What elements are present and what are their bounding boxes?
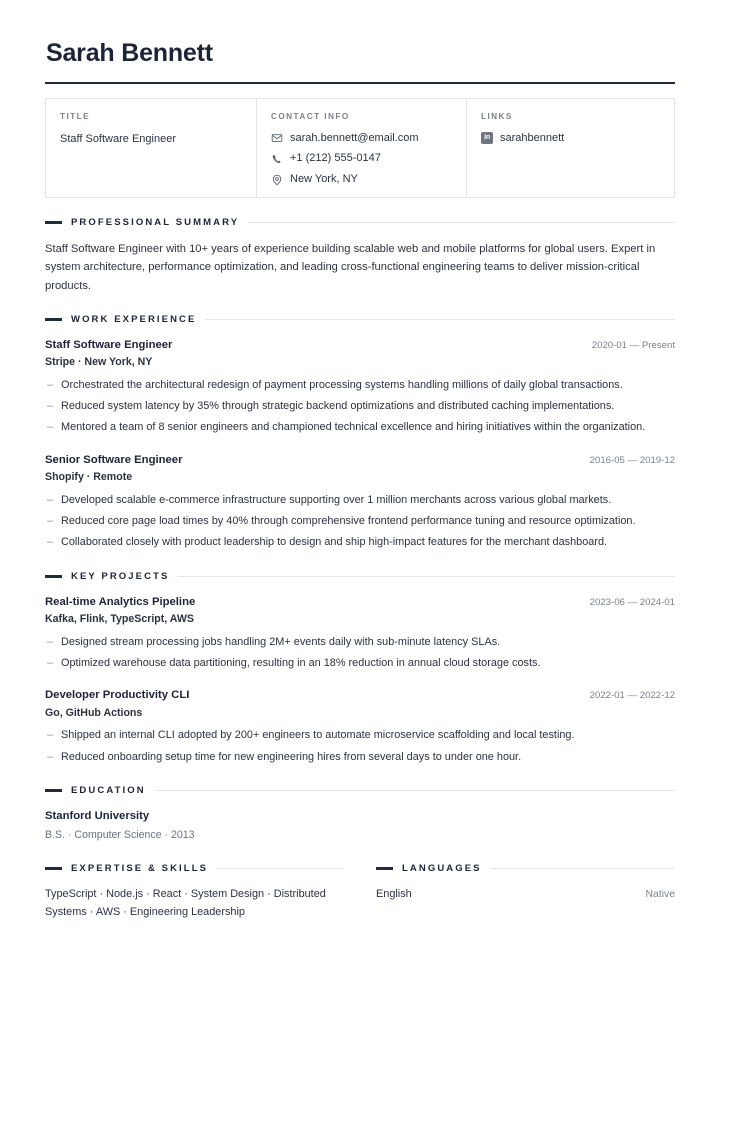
link-linkedin-value: sarahbennett	[500, 131, 565, 144]
education-school: Stanford University	[45, 810, 150, 823]
section-title-summary: PROFESSIONAL SUMMARY	[71, 217, 240, 229]
entry-company: Stripe · New York, NY	[45, 356, 153, 369]
contact-phone-row[interactable]	[271, 151, 452, 166]
info-cell-title	[46, 99, 256, 198]
entry-header	[45, 687, 675, 703]
section-dash-icon	[45, 221, 62, 224]
work-entry	[45, 452, 675, 552]
section-header	[45, 217, 675, 228]
project-entry	[45, 687, 675, 766]
section-dash-icon	[376, 867, 393, 870]
email-icon	[271, 132, 283, 144]
section-dash-icon	[45, 575, 62, 578]
section-rule	[155, 790, 675, 791]
candidate-name: Sarah Bennett	[46, 39, 213, 67]
entry-company: Shopify · Remote	[45, 471, 133, 484]
contact-email-value: sarah.bennett@email.com	[290, 131, 419, 144]
section-header	[376, 863, 675, 874]
language-row	[376, 886, 675, 904]
skills-text: TypeScript · Node.js · React · System Design · Distributed Systems · AWS · Engineering Leadership	[45, 887, 326, 918]
entry-role: Staff Software Engineer	[45, 338, 173, 351]
section-rule	[248, 222, 675, 223]
section-expertise-skills	[45, 863, 344, 922]
contact-location-row	[271, 172, 452, 187]
section-key-projects	[45, 571, 675, 766]
section-dash-icon	[45, 789, 62, 792]
project-bullets	[45, 727, 675, 766]
section-work-experience	[45, 314, 675, 552]
list-item: – Reduced system latency by 35% through strategic backend optimizations and distributed caching implementations.	[45, 398, 675, 415]
project-stack: Kafka, Flink, TypeScript, AWS	[45, 613, 194, 626]
entry-bullets	[45, 377, 675, 437]
project-date: 2022-01 — 2022-12	[589, 690, 675, 702]
info-cell-links	[466, 99, 674, 198]
contact-location-value: New York, NY	[290, 173, 358, 186]
list-item: – Shipped an internal CLI adopted by 200+ engineers to automate microservice scaffolding and local testing.	[45, 727, 675, 744]
entry-header	[45, 452, 675, 468]
info-table	[45, 98, 675, 199]
bottom-columns	[45, 863, 675, 922]
section-header	[45, 785, 675, 796]
phone-icon	[271, 153, 283, 165]
section-rule	[491, 868, 675, 869]
section-title-projects: KEY PROJECTS	[71, 570, 170, 582]
entry-role: Senior Software Engineer	[45, 453, 183, 466]
contact-phone-value: +1 (212) 555-0147	[290, 152, 381, 165]
list-item: – Mentored a team of 8 senior engineers and championed technical excellence and hiring initiatives within the organization.	[45, 419, 675, 436]
project-bullets	[45, 634, 675, 673]
summary-text: Staff Software Engineer with 10+ years of experience building scalable web and mobile platforms for global users. Expert in system architecture, performance optimization, and leading cross-functional engineering teams to deliver mission-critical products.	[45, 243, 656, 292]
section-dash-icon	[45, 318, 62, 321]
section-rule	[178, 576, 675, 577]
project-date: 2023-06 — 2024-01	[589, 596, 675, 608]
title-label: TITLE	[60, 111, 90, 121]
link-linkedin-row[interactable]	[481, 131, 660, 146]
title-value: Staff Software Engineer	[60, 132, 176, 145]
section-education	[45, 785, 675, 844]
section-languages	[376, 863, 675, 922]
header-rule	[45, 82, 675, 84]
list-item: – Reduced onboarding setup time for new engineering hires from several days to under one hour.	[45, 749, 675, 766]
section-header	[45, 571, 675, 582]
list-item: – Collaborated closely with product leadership to design and ship high-impact features for the merchant dashboard.	[45, 534, 675, 551]
linkedin-icon: in	[481, 132, 493, 144]
education-meta: B.S. · Computer Science · 2013	[45, 829, 195, 842]
project-entry	[45, 594, 675, 673]
section-rule	[205, 319, 675, 320]
section-header	[45, 314, 675, 325]
resume-content	[45, 40, 675, 922]
section-header	[45, 863, 344, 874]
entry-bullets	[45, 492, 675, 552]
list-item: – Designed stream processing jobs handling 2M+ events daily with sub-minute latency SLAs.	[45, 634, 675, 651]
entry-date: 2020-01 — Present	[591, 339, 675, 351]
entry-header	[45, 337, 675, 353]
contact-email-row[interactable]	[271, 131, 452, 146]
language-name: English	[376, 887, 412, 900]
section-title-work: WORK EXPERIENCE	[71, 313, 197, 325]
project-name: Developer Productivity CLI	[45, 689, 190, 702]
links-label: LINKS	[481, 111, 513, 121]
contact-label: CONTACT INFO	[271, 111, 350, 121]
section-rule	[217, 868, 344, 869]
language-level: Native	[645, 888, 675, 900]
project-name: Real-time Analytics Pipeline	[45, 595, 196, 608]
entry-header	[45, 594, 675, 610]
section-dash-icon	[45, 867, 62, 870]
work-entry	[45, 337, 675, 437]
info-cell-contact	[256, 99, 466, 198]
section-title-languages: LANGUAGES	[402, 862, 482, 874]
list-item: – Orchestrated the architectural redesign of payment processing systems handling millions of daily global transactions.	[45, 377, 675, 394]
list-item: – Reduced core page load times by 40% through comprehensive frontend performance tuning and resource optimization.	[45, 513, 675, 530]
section-title-education: EDUCATION	[71, 785, 146, 797]
section-professional-summary	[45, 217, 675, 295]
list-item: – Developed scalable e-commerce infrastructure supporting over 1 million merchants across various global markets.	[45, 492, 675, 509]
location-pin-icon	[271, 174, 283, 186]
education-entry	[45, 808, 675, 844]
section-title-skills: EXPERTISE & SKILLS	[71, 862, 209, 874]
list-item: – Optimized warehouse data partitioning, resulting in an 18% reduction in annual cloud storage costs.	[45, 655, 675, 672]
entry-date: 2016-05 — 2019-12	[589, 454, 675, 466]
project-stack: Go, GitHub Actions	[45, 706, 143, 719]
